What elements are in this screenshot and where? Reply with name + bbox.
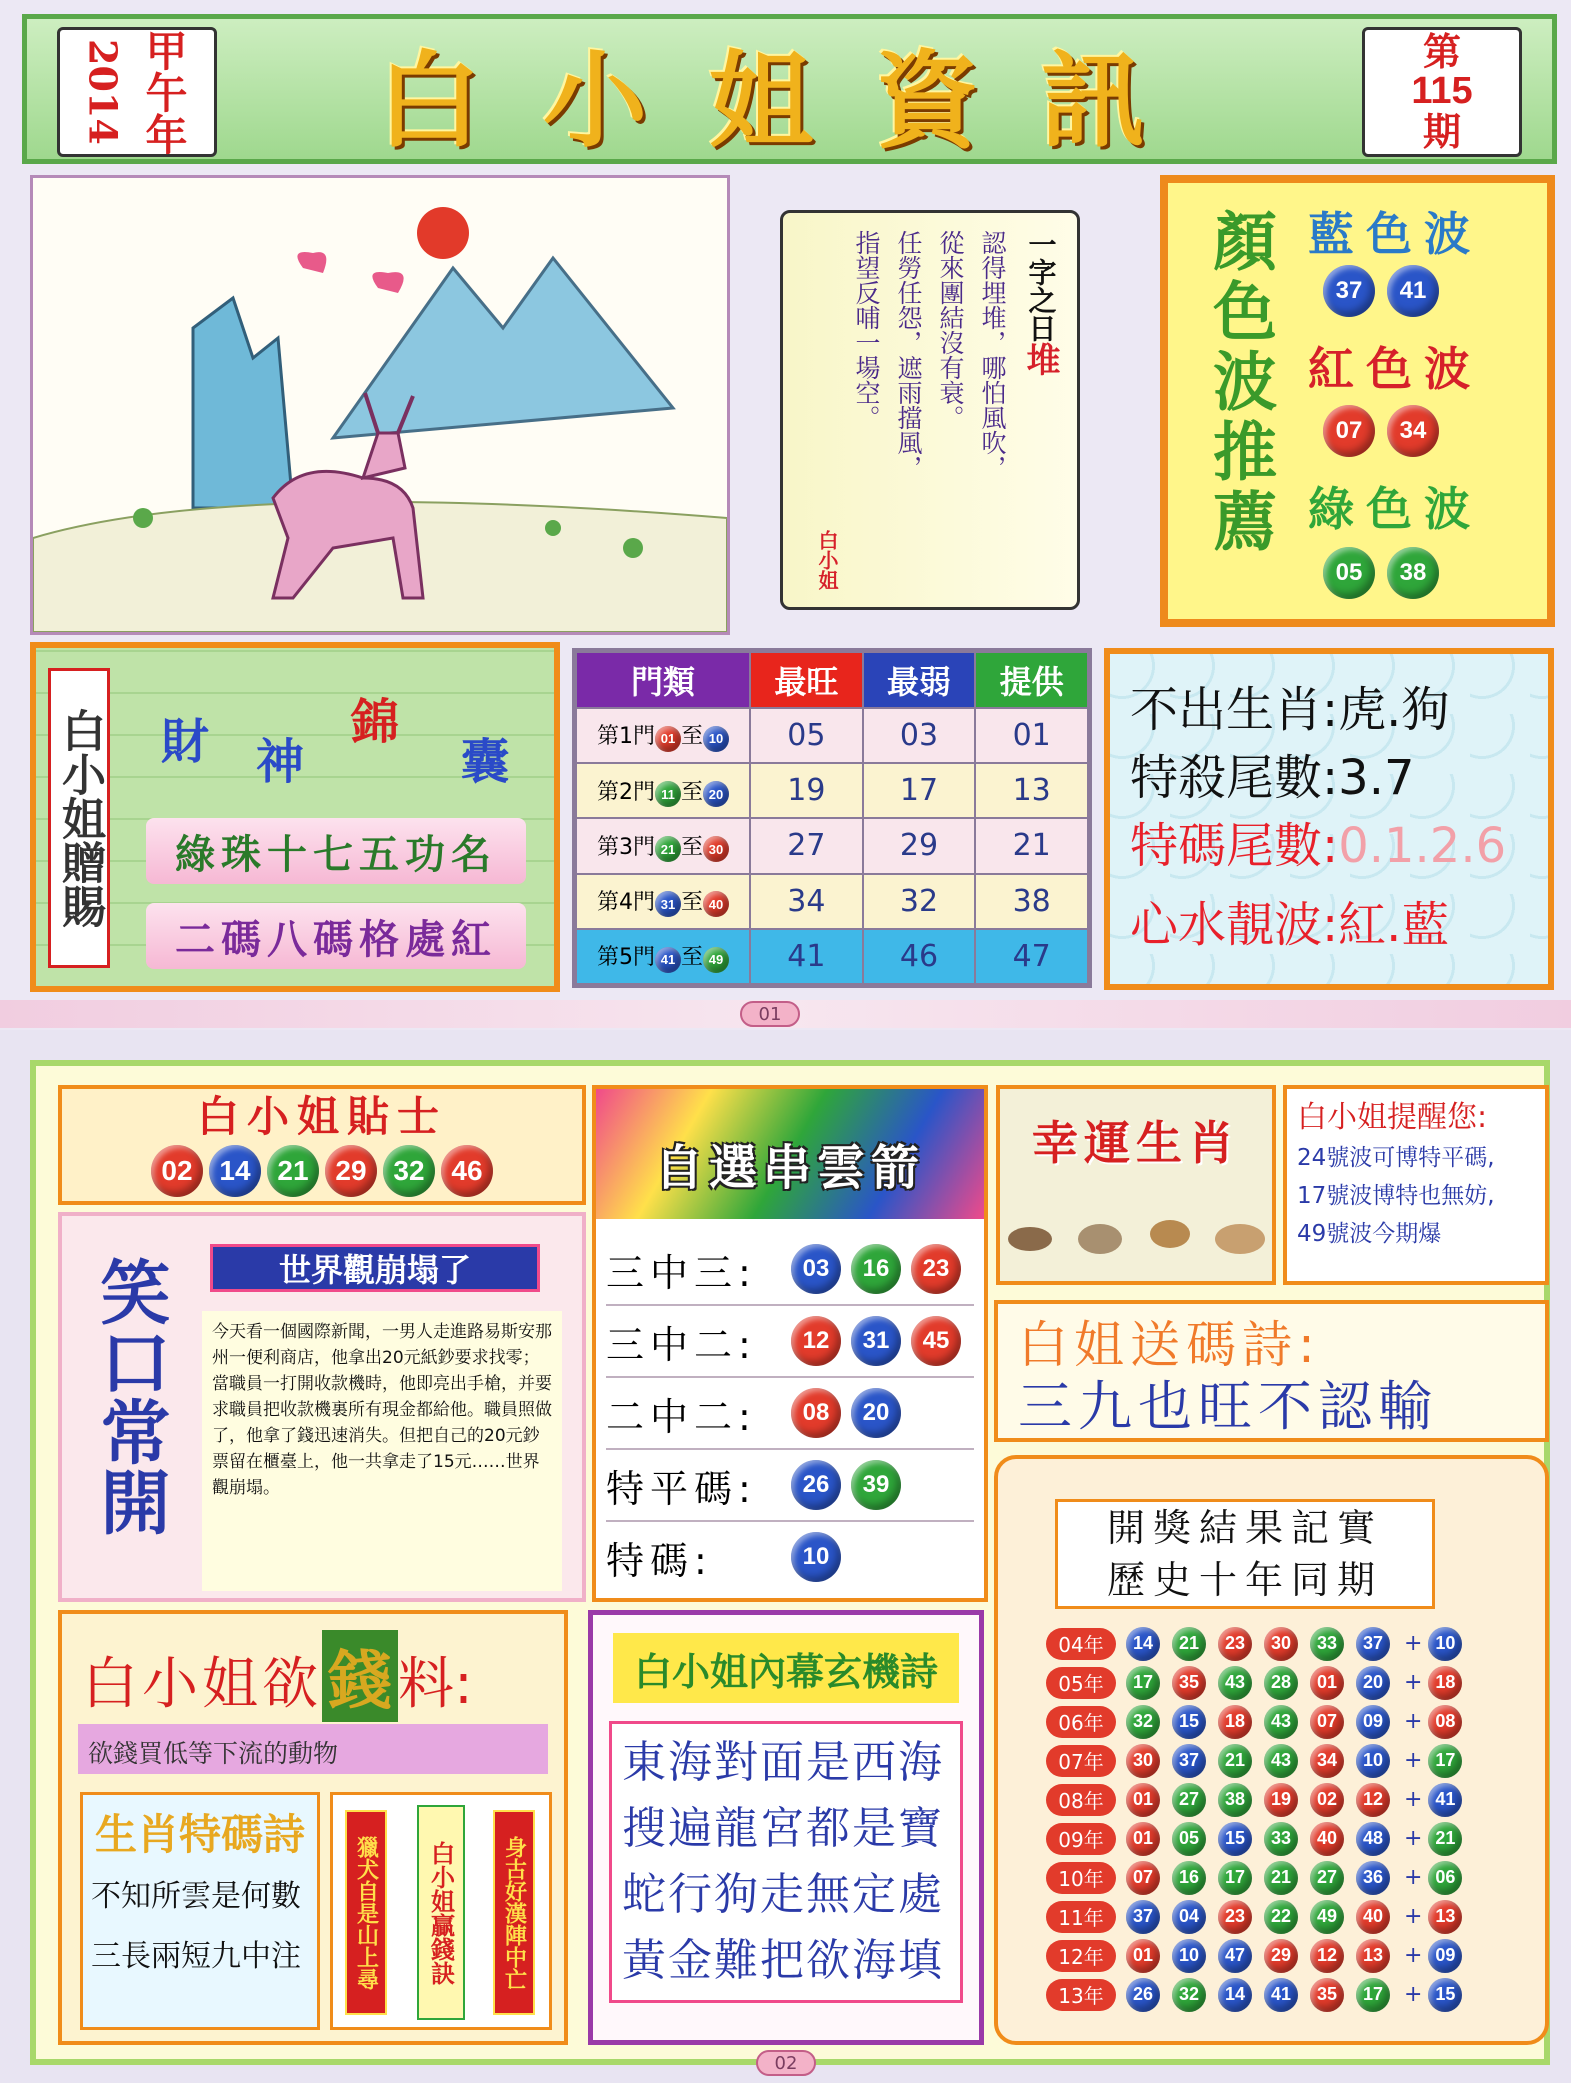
history-ball: 43 <box>1264 1705 1298 1739</box>
history-ball: 17 <box>1218 1861 1252 1895</box>
door-offer: 38 <box>975 874 1088 929</box>
history-year: 11年 <box>1046 1901 1116 1933</box>
door-header: 提供 <box>975 652 1088 708</box>
history-ball: 21 <box>1264 1861 1298 1895</box>
gift-line-1: 綠珠十七五功名 <box>146 818 526 884</box>
history-row <box>1046 1975 1506 2014</box>
history-ball: 47 <box>1218 1939 1252 1973</box>
neimu-title: 白小姐內幕玄機詩 <box>613 1633 959 1703</box>
gift-char: 錦 <box>351 694 400 750</box>
table-row <box>576 708 1088 763</box>
reminder-box <box>1283 1085 1549 1285</box>
history-ball: 01 <box>1126 1939 1160 1973</box>
history-special-ball: 10 <box>1428 1627 1462 1661</box>
history-ball: 15 <box>1218 1822 1252 1856</box>
history-ball: 43 <box>1218 1666 1252 1700</box>
tieshi-ball: 02 <box>151 1145 203 1197</box>
red-wave-label: 紅色波 <box>1308 342 1482 396</box>
qianliao-desc: 欲錢買低等下流的動物 <box>78 1724 548 1774</box>
history-special-ball: 17 <box>1428 1744 1462 1778</box>
year-name: 甲午年 <box>139 29 189 155</box>
door-name: 第3門 <box>596 834 655 860</box>
door-hot: 34 <box>750 874 863 929</box>
poem-send-box <box>994 1300 1549 1442</box>
poem-send-title: 白姐送碼詩: <box>1018 1316 1321 1374</box>
door-offer: 47 <box>975 929 1088 984</box>
door-table-grid <box>575 651 1089 985</box>
blue-wave-ball: 41 <box>1387 265 1439 317</box>
banner <box>22 14 1557 164</box>
door-offer: 01 <box>975 708 1088 763</box>
history-special-ball: 15 <box>1428 1978 1462 2012</box>
couplet-right: 身古好漢陣中亡 <box>493 1810 535 2015</box>
chuanyun-ball: 31 <box>851 1316 901 1366</box>
qianliao-title-a: 白小姐欲 <box>82 1652 322 1717</box>
chuanyun-ball: 23 <box>911 1244 961 1294</box>
history-ball: 17 <box>1126 1666 1160 1700</box>
history-ball: 37 <box>1356 1627 1390 1661</box>
history-year: 08年 <box>1046 1784 1116 1816</box>
couplet-left: 獵犬自是山上尋 <box>345 1810 387 2015</box>
door-from-ball: 01 <box>655 726 681 752</box>
neimu-line: 東海對面是西海 <box>622 1737 944 1788</box>
table-row <box>576 874 1088 929</box>
tips-line-4: 心水靚波:紅.藍 <box>1130 897 1450 953</box>
table-row <box>576 929 1088 984</box>
table-row <box>576 818 1088 873</box>
history-plus: + <box>1404 1631 1423 1656</box>
door-cold: 29 <box>863 818 976 873</box>
chuanyun-ball: 12 <box>791 1316 841 1366</box>
door-from-ball: 41 <box>655 947 681 973</box>
history-ball: 27 <box>1172 1783 1206 1817</box>
neimu-line: 蛇行狗走無定處 <box>622 1869 944 1920</box>
history-ball: 33 <box>1264 1822 1298 1856</box>
history-special-ball: 09 <box>1428 1939 1462 1973</box>
neimu-line: 搜遍龍宮都是寶 <box>622 1803 944 1854</box>
lucky-animals-illustration <box>1000 1179 1272 1279</box>
tips-box <box>1104 648 1554 990</box>
tips-line-3-value: 0.1.2.6 <box>1338 818 1507 874</box>
history-special-ball: 13 <box>1428 1900 1462 1934</box>
history-ball: 38 <box>1218 1783 1252 1817</box>
door-cold: 32 <box>863 874 976 929</box>
door-from-ball: 21 <box>655 836 681 862</box>
history-ball: 13 <box>1356 1939 1390 1973</box>
history-ball: 18 <box>1218 1705 1252 1739</box>
history-ball: 15 <box>1172 1705 1206 1739</box>
chuanyun-ball: 20 <box>851 1388 901 1438</box>
reminder-title: 白小姐提醒您: <box>1297 1100 1488 1135</box>
chuanyun-ball: 26 <box>791 1460 841 1510</box>
poem-line-3: 任勞任怨，遮雨擋風， <box>894 230 923 480</box>
history-ball: 26 <box>1126 1978 1160 2012</box>
qianliao-title-b: 料: <box>398 1652 473 1717</box>
door-to-ball: 30 <box>703 836 729 862</box>
history-plus: + <box>1404 1709 1423 1734</box>
door-to-ball: 10 <box>703 726 729 752</box>
tips-line-1: 不出生肖:虎.狗 <box>1130 682 1450 738</box>
history-ball: 37 <box>1126 1900 1160 1934</box>
color-wave-title: 顏色波推薦 <box>1202 208 1277 558</box>
reminder-line: 49號波今期爆 <box>1297 1221 1442 1247</box>
reminder-line: 24號波可博特平碼, <box>1297 1145 1495 1171</box>
neimu-line: 黃金難把欲海填 <box>622 1935 944 1986</box>
issue-suffix: 期 <box>1422 109 1461 154</box>
xiaokou-side-title: 笑口常開 <box>89 1256 172 1536</box>
history-special-ball: 06 <box>1428 1861 1462 1895</box>
chuanyun-label: 特碼: <box>606 1538 713 1583</box>
history-special-ball: 08 <box>1428 1705 1462 1739</box>
poem-signature: 白小姐 <box>815 530 839 590</box>
history-ball: 40 <box>1356 1900 1390 1934</box>
door-to-label: 至 <box>680 779 703 805</box>
page-2-number: 02 <box>756 2050 816 2076</box>
history-year: 06年 <box>1046 1706 1116 1738</box>
history-ball: 07 <box>1126 1861 1160 1895</box>
history-ball: 27 <box>1310 1861 1344 1895</box>
poem-line-2: 從來團結沒有衰。 <box>936 230 965 430</box>
door-cold: 46 <box>863 929 976 984</box>
history-row <box>1046 1663 1506 1702</box>
tieshi-ball: 29 <box>325 1145 377 1197</box>
poem-scroll <box>740 190 1150 630</box>
history-box <box>994 1455 1549 2045</box>
green-wave-ball: 38 <box>1387 547 1439 599</box>
door-hot: 27 <box>750 818 863 873</box>
door-to-label: 至 <box>680 945 703 971</box>
history-ball: 35 <box>1310 1978 1344 2012</box>
zodiac-poem-line-1: 不知所雲是何數 <box>91 1879 301 1914</box>
tieshi-ball: 32 <box>383 1145 435 1197</box>
history-ball: 20 <box>1356 1666 1390 1700</box>
history-ball: 32 <box>1172 1978 1206 2012</box>
gift-char: 神 <box>256 734 305 790</box>
year: 2014 <box>80 39 126 145</box>
door-to-ball: 20 <box>703 781 729 807</box>
history-row <box>1046 1819 1506 1858</box>
tips-line-2: 特殺尾數:3.7 <box>1130 750 1415 806</box>
door-to-ball: 40 <box>703 891 729 917</box>
reminder-line: 17號波博特也無妨, <box>1297 1183 1495 1209</box>
history-rows <box>1046 1624 1506 2014</box>
color-wave-box <box>1160 175 1555 627</box>
door-hot: 05 <box>750 708 863 763</box>
issue-number: 115 <box>1411 70 1473 113</box>
history-plus: + <box>1404 1982 1423 2007</box>
lucky-zodiac-box <box>996 1085 1276 1285</box>
history-row <box>1046 1702 1506 1741</box>
history-plus: + <box>1404 1865 1423 1890</box>
issue-prefix: 第 <box>1422 30 1461 75</box>
history-year: 10年 <box>1046 1862 1116 1894</box>
red-wave-ball: 07 <box>1323 405 1375 457</box>
qianliao-title-money: 錢 <box>322 1630 398 1722</box>
door-hot: 41 <box>750 929 863 984</box>
page-1-footer <box>0 1000 1571 1028</box>
green-wave-label: 綠色波 <box>1308 482 1482 536</box>
history-ball: 29 <box>1264 1939 1298 1973</box>
history-ball: 17 <box>1356 1978 1390 2012</box>
history-ball: 30 <box>1264 1627 1298 1661</box>
chuanyun-ball: 45 <box>911 1316 961 1366</box>
history-ball: 21 <box>1218 1744 1252 1778</box>
goat-painting <box>30 175 730 635</box>
gift-box <box>30 642 560 992</box>
door-header: 最弱 <box>863 652 976 708</box>
history-ball: 12 <box>1356 1783 1390 1817</box>
gift-line-2: 二碼八碼格處紅 <box>146 903 526 969</box>
poem-send-line: 三九也旺不認輸 <box>1018 1375 1438 1438</box>
history-plus: + <box>1404 1787 1423 1812</box>
history-special-ball: 18 <box>1428 1666 1462 1700</box>
banner-title: 白小姐資訊 <box>376 39 1207 162</box>
history-ball: 01 <box>1126 1822 1160 1856</box>
history-row <box>1046 1780 1506 1819</box>
chuanyun-ball: 39 <box>851 1460 901 1510</box>
zodiac-poem-line-2: 三長兩短九中注 <box>91 1939 301 1974</box>
door-to-label: 至 <box>680 834 703 860</box>
chuanyun-label: 二中二: <box>606 1394 757 1439</box>
door-header: 門類 <box>576 652 750 708</box>
xiaokou-body: 今天看一個國際新聞，一男人走進路易斯安那州一便利商店，他拿出20元紙鈔要求找零；當職員一打開收款機時，他即亮出手槍，并要求職員把收款機裏所有現金都給他。職員照做了，他拿了錢迅速消失。但把自己的20元鈔票留在櫃臺上，他一共拿走了15元……世界觀崩塌。 <box>202 1311 562 1591</box>
zodiac-poem-title: 生肖特碼詩 <box>94 1810 305 1859</box>
history-row <box>1046 1897 1506 1936</box>
history-ball: 30 <box>1126 1744 1160 1778</box>
tieshi-box <box>58 1085 586 1205</box>
poem-heading-word: 堆 <box>1020 342 1060 376</box>
history-ball: 19 <box>1264 1783 1298 1817</box>
history-ball: 04 <box>1172 1900 1206 1934</box>
history-ball: 07 <box>1310 1705 1344 1739</box>
history-ball: 22 <box>1264 1900 1298 1934</box>
gift-char: 財 <box>161 714 210 770</box>
poem-line-1: 認得埋堆，哪怕風吹， <box>978 230 1007 480</box>
history-row <box>1046 1858 1506 1897</box>
history-row <box>1046 1624 1506 1663</box>
zodiac-poem-box <box>80 1792 320 2030</box>
blue-wave-ball: 37 <box>1323 265 1375 317</box>
table-row <box>606 1306 974 1378</box>
chuanyun-ball: 03 <box>791 1244 841 1294</box>
qianliao-box <box>58 1610 568 2045</box>
chuanyun-label: 三中三: <box>606 1250 757 1295</box>
history-ball: 35 <box>1172 1666 1206 1700</box>
page-1-number: 01 <box>740 1001 800 1027</box>
history-special-ball: 41 <box>1428 1783 1462 1817</box>
history-ball: 40 <box>1310 1822 1344 1856</box>
year-book <box>57 27 217 157</box>
chuanyun-title: 自選串雲箭 <box>654 1140 925 1196</box>
issue-book <box>1362 27 1522 157</box>
chuanyun-ball: 08 <box>791 1388 841 1438</box>
xiaokou-title: 世界觀崩塌了 <box>210 1244 540 1292</box>
tieshi-ball: 14 <box>209 1145 261 1197</box>
history-ball: 41 <box>1264 1978 1298 2012</box>
history-ball: 28 <box>1264 1666 1298 1700</box>
gift-char: 囊 <box>461 734 510 790</box>
history-ball: 02 <box>1310 1783 1344 1817</box>
history-ball: 09 <box>1356 1705 1390 1739</box>
door-name: 第2門 <box>596 779 655 805</box>
green-wave-ball: 05 <box>1323 547 1375 599</box>
xiaokou-box <box>58 1212 586 1602</box>
history-year: 07年 <box>1046 1745 1116 1777</box>
history-ball: 32 <box>1126 1705 1160 1739</box>
history-ball: 05 <box>1172 1822 1206 1856</box>
history-ball: 14 <box>1218 1978 1252 2012</box>
poem-line-4: 指望反哺一場空。 <box>852 230 881 430</box>
door-table <box>572 648 1092 988</box>
table-row <box>606 1378 974 1450</box>
table-row <box>606 1522 974 1592</box>
door-from-ball: 31 <box>655 891 681 917</box>
chuanyun-label: 特平碼: <box>606 1466 757 1511</box>
history-year: 13年 <box>1046 1979 1116 2011</box>
table-row <box>606 1450 974 1522</box>
history-ball: 16 <box>1172 1861 1206 1895</box>
history-ball: 21 <box>1172 1627 1206 1661</box>
neimu-box <box>588 1610 984 2045</box>
history-plus: + <box>1404 1748 1423 1773</box>
history-year: 04年 <box>1046 1628 1116 1660</box>
history-ball: 34 <box>1310 1744 1344 1778</box>
history-plus: + <box>1404 1904 1423 1929</box>
door-to-label: 至 <box>680 724 703 750</box>
door-to-label: 至 <box>680 889 703 915</box>
chuanyun-box <box>592 1085 988 1602</box>
history-ball: 49 <box>1310 1900 1344 1934</box>
history-plus: + <box>1404 1826 1423 1851</box>
door-name: 第5門 <box>596 945 655 971</box>
blue-wave-label: 藍色波 <box>1308 207 1482 261</box>
door-cold: 03 <box>863 708 976 763</box>
history-year: 09年 <box>1046 1823 1116 1855</box>
tieshi-title: 白小姐貼士 <box>196 1092 447 1141</box>
history-ball: 23 <box>1218 1900 1252 1934</box>
table-row <box>606 1234 974 1306</box>
door-offer: 21 <box>975 818 1088 873</box>
history-plus: + <box>1404 1670 1423 1695</box>
history-title-1: 開獎結果記實 <box>1106 1506 1383 1550</box>
history-year: 05年 <box>1046 1667 1116 1699</box>
chuanyun-ball: 10 <box>791 1532 841 1582</box>
history-plus: + <box>1404 1943 1423 1968</box>
door-hot: 19 <box>750 763 863 818</box>
tips-line-3-label: 特碼尾數: <box>1130 818 1339 874</box>
history-ball: 43 <box>1264 1744 1298 1778</box>
red-wave-ball: 34 <box>1387 405 1439 457</box>
history-ball: 23 <box>1218 1627 1252 1661</box>
history-ball: 14 <box>1126 1627 1160 1661</box>
door-to-ball: 49 <box>703 947 729 973</box>
couplet-center: 白小姐贏錢訣 <box>417 1805 465 2020</box>
history-row <box>1046 1741 1506 1780</box>
history-ball: 33 <box>1310 1627 1344 1661</box>
door-from-ball: 11 <box>655 781 681 807</box>
tieshi-ball: 46 <box>441 1145 493 1197</box>
history-ball: 01 <box>1126 1783 1160 1817</box>
history-ball: 48 <box>1356 1822 1390 1856</box>
history-ball: 10 <box>1356 1744 1390 1778</box>
history-ball: 10 <box>1172 1939 1206 1973</box>
history-ball: 01 <box>1310 1666 1344 1700</box>
history-year: 12年 <box>1046 1940 1116 1972</box>
history-row <box>1046 1936 1506 1975</box>
table-row <box>576 763 1088 818</box>
history-special-ball: 21 <box>1428 1822 1462 1856</box>
lucky-title: 幸運生肖 <box>1032 1116 1240 1170</box>
door-name: 第1門 <box>596 724 655 750</box>
door-header: 最旺 <box>750 652 863 708</box>
couplet-box <box>330 1792 552 2030</box>
history-title-box <box>1055 1499 1435 1609</box>
chuanyun-ball: 16 <box>851 1244 901 1294</box>
history-title-2: 歷史十年同期 <box>1106 1558 1383 1602</box>
door-name: 第4門 <box>596 889 655 915</box>
door-cold: 17 <box>863 763 976 818</box>
door-offer: 13 <box>975 763 1088 818</box>
gift-side-label: 白小姐贈賜 <box>48 668 110 968</box>
history-ball: 36 <box>1356 1861 1390 1895</box>
history-ball: 12 <box>1310 1939 1344 1973</box>
tieshi-ball: 21 <box>267 1145 319 1197</box>
history-ball: 37 <box>1172 1744 1206 1778</box>
poem-heading: 一字之日 <box>1024 230 1058 342</box>
chuanyun-label: 三中二: <box>606 1322 757 1367</box>
